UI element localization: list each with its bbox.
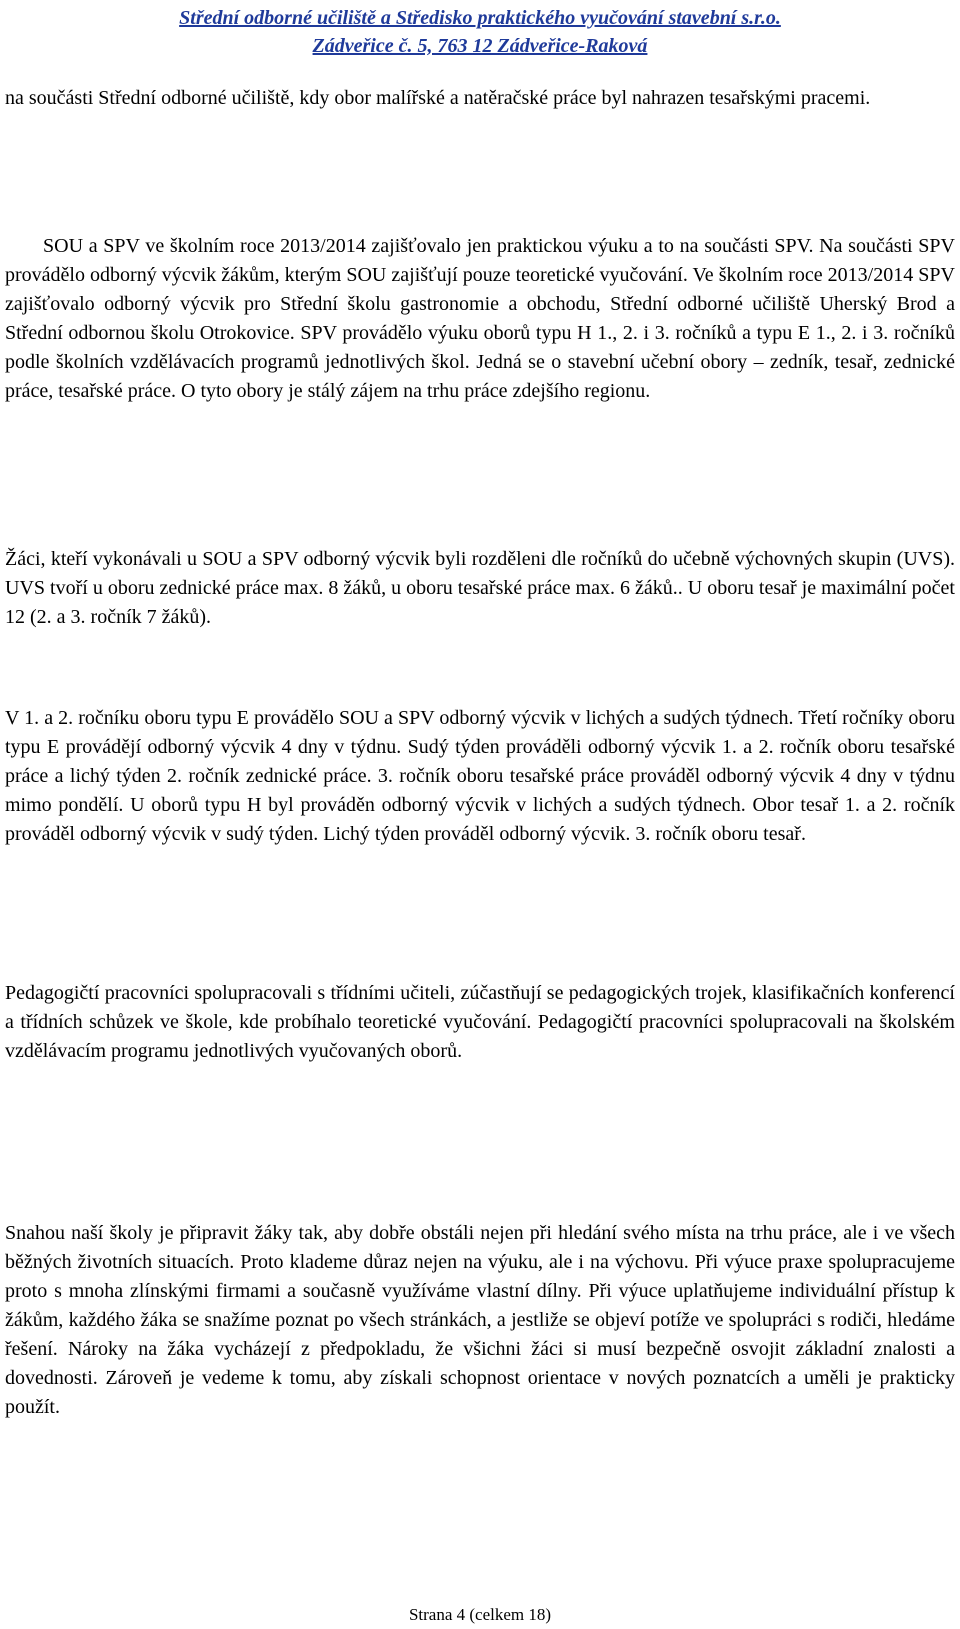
page-number: Strana 4 (celkem 18) (408, 1605, 552, 1624)
school-address: Zádveřice č. 5, 763 12 Zádveřice-Raková (312, 35, 648, 57)
paragraph-5: Pedagogičtí pracovníci spolupracovali s třídními učiteli, zúčastňují se pedagogických trojek, klasifikačních konferencí a třídních schůzek ve škole, kde probíhalo teoretické vyučování. Pedagogičtí pracovníci spolupracovali na školském vzdělávacím programu jednotlivých vyučovaných oborů. (5, 982, 955, 1062)
document-header (0, 4, 960, 60)
paragraph-6: Snahou naší školy je připravit žáky tak, aby dobře obstáli nejen při hledání svého místa na trhu práce, ale i ve všech běžných životních situacích. Proto klademe důraz nejen na výuku, ale i na výchovu. Při výuce praxe spolupracujeme proto s mnoha zlínskými firmami a současně využíváme vlastní dílny. Při výuce uplatňujeme individuální přístup k žákům, každého žáka se snažíme poznat po všech stránkách, a jestliže se objeví potíže ve spolupráci s rodiči, hledáme řešení. Nároky na žáka vycházejí z předpokladu, že všichni žáci si musí bezpečně osvojit základní znalosti a dovednosti. Zároveň je vedeme k tomu, aby získali schopnost orientace v nových poznatcích a uměli je prakticky použít. (5, 1222, 955, 1418)
paragraph-3: Žáci, kteří vykonávali u SOU a SPV odborný výcvik byli rozděleni dle ročníků do učebně výchovných skupin (UVS). UVS tvoří u oboru zednické práce max. 8 žáků, u oboru tesařské práce max. 6 žáků.. U oboru tesař je maximální počet 12 (2. a 3. ročník 7 žáků). (5, 548, 955, 628)
paragraph-2: SOU a SPV ve školním roce 2013/2014 zajišťovalo jen praktickou výuku a to na součásti SPV. Na součásti SPV provádělo odborný výcvik žákům, kterým SOU zajišťují pouze teoretické vyučování. Ve školním roce 2013/2014 SPV zajišťovalo odborný výcvik pro Střední školu gastronomie a obchodu, Střední odborné učiliště Uherský Brod a Střední odbornou školu Otrokovice. SPV provádělo výuku oborů typu H 1., 2. i 3. ročníků a typu E 1., 2. i 3. ročníků podle školních vzdělávacích programů jednotlivých škol. Jedná se o stavební učební obory – zedník, tesař, zednické práce, tesařské práce. O tyto obory je stálý zájem na trhu práce zdejšího regionu. (5, 235, 955, 402)
paragraph-1: na součásti Střední odborné učiliště, kdy obor malířské a natěračské práce byl nahrazen tesařskými pracemi. (5, 87, 871, 109)
paragraph-4: V 1. a 2. ročníku oboru typu E provádělo SOU a SPV odborný výcvik v lichých a sudých týdnech. Třetí ročníky oboru typu E provádějí odborný výcvik 4 dny v týdnu. Sudý týden prováděli odborný výcvik 1. a 2. ročník oboru tesařské práce a lichý týden 2. ročník zednické práce. 3. ročník oboru tesařské práce prováděl odborný výcvik 4 dny v týdnu mimo pondělí. U oborů typu H byl prováděn odborný výcvik v lichých a sudých týdnech. Obor tesař 1. a 2. ročník prováděl odborný výcvik v sudý týden. Lichý týden prováděl odborný výcvik. 3. ročník oboru tesař. (5, 707, 955, 845)
school-name: Střední odborné učiliště a Středisko praktického vyučování stavební s.r.o. (179, 7, 781, 29)
